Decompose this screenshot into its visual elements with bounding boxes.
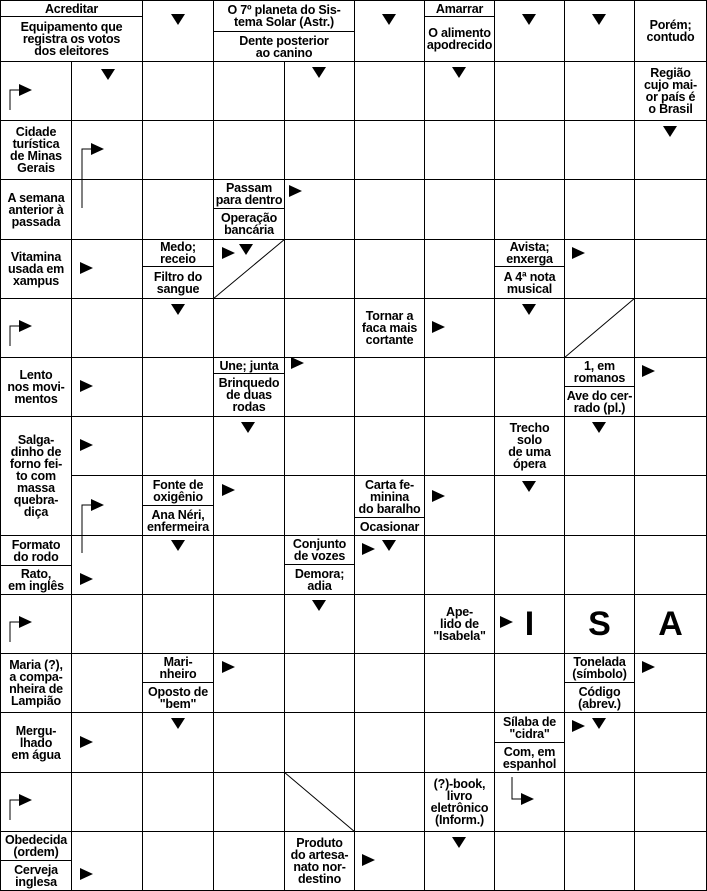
grid-cell[interactable]: [71, 475, 143, 536]
grid-cell[interactable]: [71, 61, 143, 121]
grid-cell[interactable]: [494, 61, 565, 121]
grid-cell[interactable]: [494, 475, 565, 536]
clue-box: Amarrar: [424, 0, 495, 17]
grid-cell[interactable]: [284, 712, 355, 773]
grid-cell[interactable]: [0, 594, 72, 654]
grid-cell[interactable]: [71, 239, 143, 299]
clue-box: Com, em espanhol: [494, 742, 565, 773]
grid-cell[interactable]: [424, 475, 495, 536]
grid-cell[interactable]: [494, 0, 565, 62]
grid-cell[interactable]: [424, 653, 495, 713]
clue-box: Região cujo mai- or país é o Brasil: [634, 61, 707, 121]
grid-cell[interactable]: [284, 179, 355, 240]
grid-cell[interactable]: [71, 416, 143, 476]
clue-box: Carta fe- minina do baralho: [354, 475, 425, 518]
clue-box: Oposto de "bem": [142, 682, 214, 713]
clue-box: Brinquedo de duas rodas: [213, 373, 285, 417]
grid-cell[interactable]: [424, 239, 495, 299]
grid-cell[interactable]: [71, 179, 143, 240]
grid-cell[interactable]: [142, 120, 214, 180]
grid-cell[interactable]: [284, 594, 355, 654]
grid-cell[interactable]: [564, 298, 635, 358]
clue-box: Rato, em inglês: [0, 565, 72, 595]
grid-cell[interactable]: [284, 61, 355, 121]
grid-cell[interactable]: [564, 239, 635, 299]
grid-cell[interactable]: [424, 298, 495, 358]
grid-cell[interactable]: [564, 179, 635, 240]
grid-cell[interactable]: [213, 298, 285, 358]
grid-cell[interactable]: [284, 653, 355, 713]
clue-box: Trecho solo de uma ópera: [494, 416, 565, 476]
grid-cell[interactable]: [142, 712, 214, 773]
grid-cell[interactable]: [0, 298, 72, 358]
grid-cell[interactable]: [424, 61, 495, 121]
clue-box: Mergu- lhado em água: [0, 712, 72, 773]
grid-cell[interactable]: [213, 239, 285, 299]
grid-cell[interactable]: [142, 61, 214, 121]
grid-cell[interactable]: [354, 535, 425, 595]
grid-cell[interactable]: [564, 535, 635, 595]
grid-cell[interactable]: [494, 357, 565, 417]
grid-cell[interactable]: [213, 120, 285, 180]
grid-cell[interactable]: [424, 179, 495, 240]
grid-cell[interactable]: [142, 179, 214, 240]
grid-cell[interactable]: [494, 772, 565, 832]
grid-cell[interactable]: [213, 772, 285, 832]
clue-box: Vitamina usada em xampus: [0, 239, 72, 299]
grid-cell[interactable]: [634, 120, 707, 180]
grid-cell[interactable]: [424, 831, 495, 891]
clue-box: Fonte de oxigênio: [142, 475, 214, 506]
grid-cell[interactable]: [634, 475, 707, 536]
clue-box: Lento nos movi- mentos: [0, 357, 72, 417]
clue-box: Código (abrev.): [564, 682, 635, 713]
clue-box: Avista; enxerga: [494, 239, 565, 267]
grid-cell[interactable]: [213, 831, 285, 891]
clue-box: Passam para dentro: [213, 179, 285, 209]
clue-box: Produto do artesa- nato nor- destino: [284, 831, 355, 891]
grid-cell[interactable]: [213, 475, 285, 536]
grid-cell[interactable]: [634, 535, 707, 595]
clue-box: Formato do rodo: [0, 535, 72, 566]
clue-box: Dente posterior ao canino: [213, 31, 355, 62]
clue-box: Filtro do sangue: [142, 266, 214, 299]
grid-cell[interactable]: [0, 772, 72, 832]
grid-cell[interactable]: [634, 653, 707, 713]
grid-cell[interactable]: [354, 416, 425, 476]
grid-cell[interactable]: [284, 772, 355, 832]
grid-cell[interactable]: [354, 120, 425, 180]
answer-letter-cell[interactable]: A: [634, 594, 707, 654]
grid-cell[interactable]: [634, 772, 707, 832]
clue-box: Tornar a faca mais cortante: [354, 298, 425, 358]
grid-cell[interactable]: [424, 535, 495, 595]
clue-box: A semana anterior à passada: [0, 179, 72, 240]
grid-cell[interactable]: [142, 298, 214, 358]
grid-cell[interactable]: [564, 772, 635, 832]
grid-cell[interactable]: [564, 0, 635, 62]
grid-cell[interactable]: [494, 831, 565, 891]
grid-cell[interactable]: [494, 120, 565, 180]
grid-cell[interactable]: [354, 357, 425, 417]
clue-box: Demora; adia: [284, 564, 355, 595]
grid-cell[interactable]: [424, 120, 495, 180]
grid-cell[interactable]: [71, 594, 143, 654]
grid-cell[interactable]: [142, 416, 214, 476]
clue-box: Medo; receio: [142, 239, 214, 267]
grid-cell[interactable]: [634, 239, 707, 299]
grid-cell[interactable]: [354, 653, 425, 713]
grid-cell[interactable]: [213, 61, 285, 121]
grid-cell[interactable]: [354, 0, 425, 62]
grid-cell[interactable]: [71, 298, 143, 358]
grid-cell[interactable]: [71, 357, 143, 417]
clue-box: Cidade turística de Minas Gerais: [0, 120, 72, 180]
grid-cell[interactable]: [424, 712, 495, 773]
grid-cell[interactable]: [0, 61, 72, 121]
grid-cell[interactable]: [142, 831, 214, 891]
grid-cell[interactable]: [142, 357, 214, 417]
grid-cell[interactable]: [354, 712, 425, 773]
grid-cell[interactable]: [284, 357, 355, 417]
clue-box: Ave do cer- rado (pl.): [564, 386, 635, 417]
clue-box: Une; junta: [213, 357, 285, 374]
clue-box: Equipamento que registra os votos dos eleitores: [0, 16, 143, 62]
clue-box: Salga- dinho de forno fei- to com massa quebra- diça: [0, 416, 72, 536]
clue-box: Conjunto de vozes: [284, 535, 355, 565]
clue-box: Maria (?), a compa- nheira de Lampião: [0, 653, 72, 713]
clue-box: O 7º planeta do Sis- tema Solar (Astr.): [213, 0, 355, 32]
grid-cell[interactable]: [213, 653, 285, 713]
grid-cell[interactable]: [354, 179, 425, 240]
grid-cell[interactable]: [494, 653, 565, 713]
answer-letter-cell[interactable]: S: [564, 594, 635, 654]
grid-cell[interactable]: [634, 416, 707, 476]
grid-cell[interactable]: [284, 298, 355, 358]
clue-box: Tonelada (símbolo): [564, 653, 635, 683]
clue-box: Cerveja inglesa: [0, 860, 72, 891]
grid-cell[interactable]: [284, 475, 355, 536]
clue-box: Ana Néri, enfermeira: [142, 505, 214, 536]
grid-cell[interactable]: [424, 357, 495, 417]
grid-cell[interactable]: [354, 772, 425, 832]
grid-cell[interactable]: [213, 712, 285, 773]
grid-cell[interactable]: [354, 239, 425, 299]
grid-cell[interactable]: [142, 594, 214, 654]
grid-cell[interactable]: [494, 298, 565, 358]
clue-box: 1, em romanos: [564, 357, 635, 387]
grid-cell[interactable]: [213, 594, 285, 654]
grid-cell[interactable]: [71, 772, 143, 832]
clue-box: Acreditar: [0, 0, 143, 17]
grid-cell[interactable]: [564, 120, 635, 180]
clue-box: Porém; contudo: [634, 0, 707, 62]
grid-cell[interactable]: [564, 712, 635, 773]
clue-box: Operação bancária: [213, 208, 285, 240]
grid-cell[interactable]: [424, 416, 495, 476]
grid-cell[interactable]: [494, 179, 565, 240]
grid-cell[interactable]: [284, 416, 355, 476]
clue-box: Ape- lido de "Isabela": [424, 594, 495, 654]
grid-cell[interactable]: [634, 712, 707, 773]
clue-box: O alimento apodrecido: [424, 16, 495, 62]
grid-cell[interactable]: [354, 594, 425, 654]
clue-box: (?)-book, livro eletrônico (Inform.): [424, 772, 495, 832]
grid-cell[interactable]: [213, 535, 285, 595]
grid-cell[interactable]: [564, 831, 635, 891]
clue-box: A 4ª nota musical: [494, 266, 565, 299]
grid-cell[interactable]: [71, 120, 143, 180]
grid-cell[interactable]: [142, 0, 214, 62]
clue-box: Mari- nheiro: [142, 653, 214, 683]
grid-cell[interactable]: [284, 239, 355, 299]
grid-cell[interactable]: [284, 120, 355, 180]
grid-cell[interactable]: [634, 831, 707, 891]
clue-box: Sílaba de "cidra": [494, 712, 565, 743]
grid-cell[interactable]: [71, 535, 143, 595]
grid-cell[interactable]: [71, 831, 143, 891]
answer-letter-cell[interactable]: I: [494, 594, 565, 654]
grid-cell[interactable]: [494, 535, 565, 595]
grid-cell[interactable]: [354, 831, 425, 891]
grid-cell[interactable]: [634, 298, 707, 358]
grid-cell[interactable]: [142, 772, 214, 832]
grid-cell[interactable]: [634, 357, 707, 417]
grid-cell[interactable]: [564, 475, 635, 536]
clue-box: Obedecida (ordem): [0, 831, 72, 861]
grid-cell[interactable]: [634, 179, 707, 240]
grid-cell[interactable]: [354, 61, 425, 121]
grid-cell[interactable]: [71, 712, 143, 773]
clue-box: Ocasionar: [354, 517, 425, 536]
grid-cell[interactable]: [564, 61, 635, 121]
grid-cell[interactable]: [564, 416, 635, 476]
grid-cell[interactable]: [71, 653, 143, 713]
grid-cell[interactable]: [142, 535, 214, 595]
grid-cell[interactable]: [213, 416, 285, 476]
